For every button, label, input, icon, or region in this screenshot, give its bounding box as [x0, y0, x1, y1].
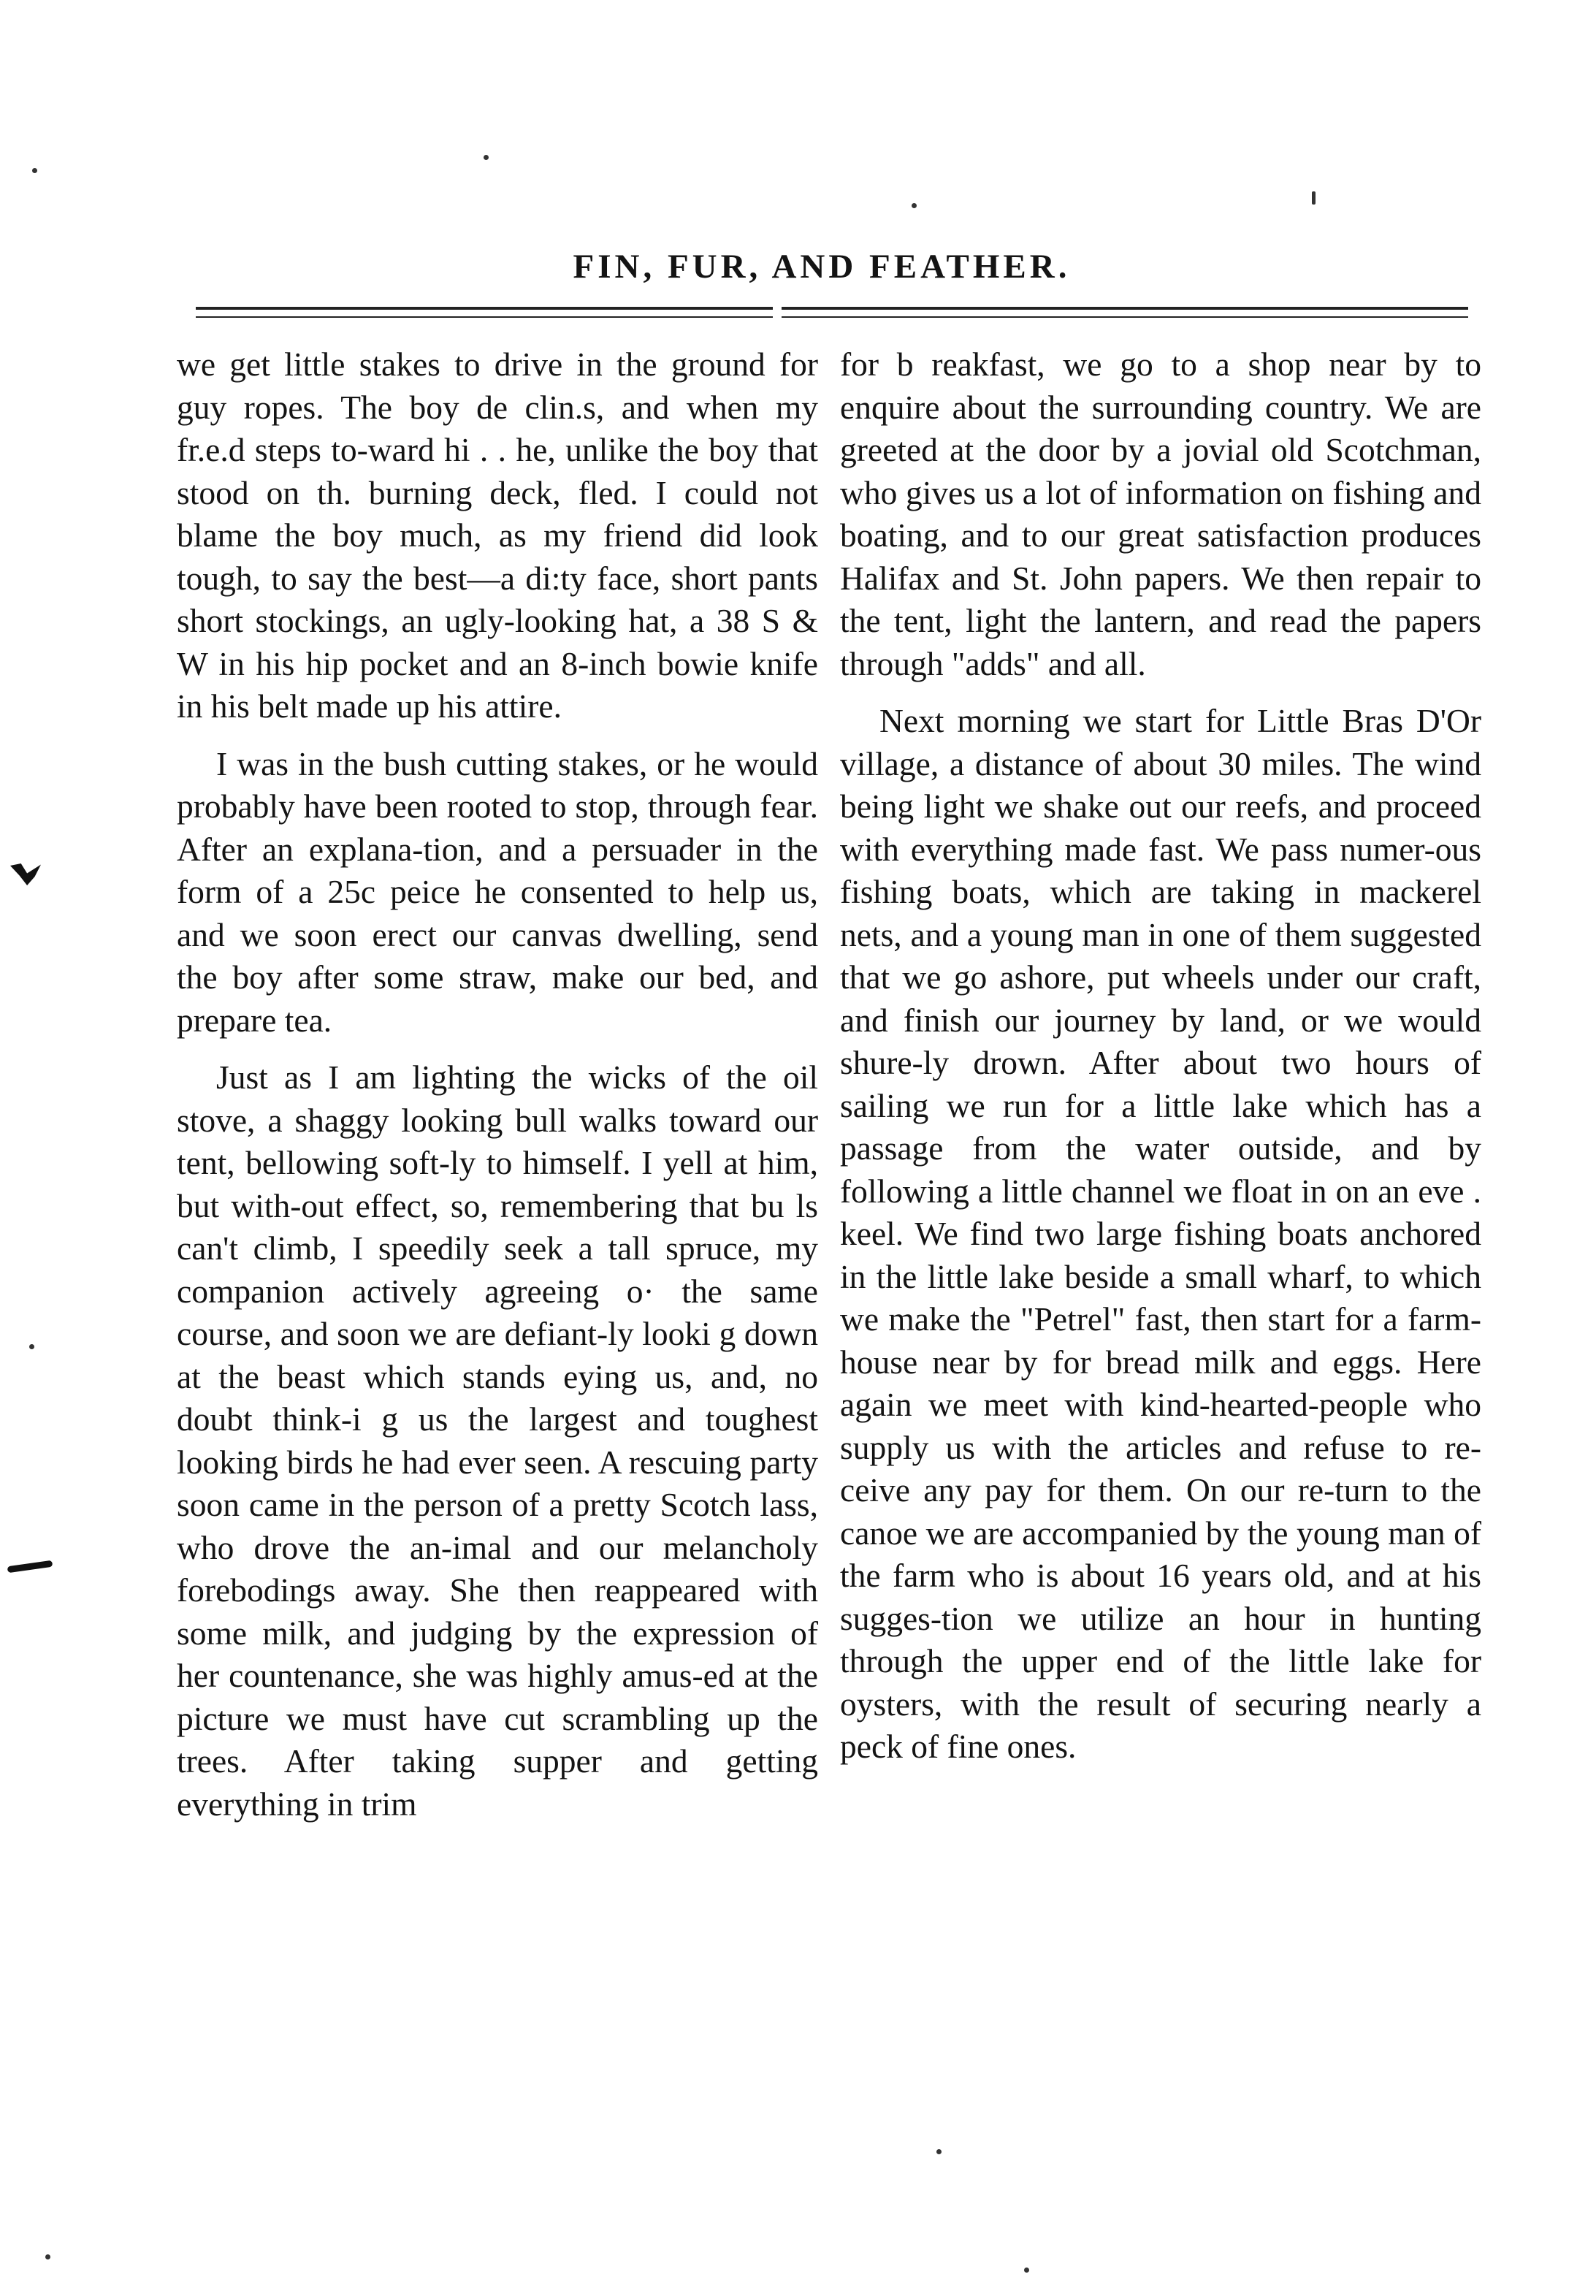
- right-paragraph-2: Next morning we start for Little Bras D'Or village, a distance of about 30 miles. The wind being light we shake out our reefs, and proceed with everything made fast. We pass numer-ous fishing boats, which are taking in mackerel nets, and a young man in one of them suggested that we go ashore, put wheels under our craft, and finish our journey by land, or we would shure-ly drown. After about two hours of sailing we run for a little lake which has a passage from the water outside, and by following a little channel we float in on an eve . keel. We find two large fishing boats anchored in the little lake beside a small wharf, to which we make the "Petrel" fast, then start for a farm-house near by for bread milk and eggs. Here again we meet with kind-hearted-people who supply us with the articles and refuse to re-ceive any pay for them. On our re-turn to the canoe we are accompanied by the young man of the farm who is about 16 years old, and at his sugges-tion we utilize an hour in hunting through the upper end of the little lake for oysters, with the result of securing nearly a peck of fine ones.: [840, 702, 1481, 1765]
- right-paragraph-1: for b reakfast, we go to a shop near by to enquire about the surrounding country. We are greeted at the door by a jovial old Scotchman, who gives us a lot of information on fishing and boating, and to our great satisfaction produces Halifax and St. John papers. We then repair to the tent, light the lantern, and read the papers through "adds" and all.: [840, 346, 1481, 682]
- left-paragraph-1: we get little stakes to drive in the ground for guy ropes. The boy de clin.s, and when my fr.e.d steps to-ward hi . . he, unlike the boy that stood on th. burning deck, fled. I could not blame the boy much, as my friend did look tough, to say the best—a di:ty face, short pants short stockings, an ugly-looking hat, a 38 S & W in his hip pocket and an 8-inch bowie knife in his belt made up his attire.: [177, 346, 818, 725]
- margin-dot-6-icon: [936, 2149, 942, 2154]
- left-column: [177, 343, 818, 1840]
- running-head: FIN, FUR, AND FEATHER.: [573, 248, 1071, 286]
- margin-dot-8-icon: [45, 2254, 50, 2259]
- margin-ink-stroke-icon: [7, 1560, 53, 1574]
- margin-dot-4-icon: [32, 168, 37, 173]
- margin-dot-7-icon: [1024, 2268, 1029, 2273]
- margin-dot-3-icon: [1312, 191, 1316, 205]
- margin-ink-blot-icon: [10, 863, 41, 885]
- header-rule-top-left: [196, 307, 773, 310]
- header-rule-bottom-right: [782, 316, 1468, 318]
- header-rule-bottom-left: [196, 316, 773, 318]
- margin-dot-2-icon: [912, 203, 917, 208]
- right-column: [840, 343, 1481, 1783]
- left-paragraph-3: Just as I am lighting the wicks of the oil stove, a shaggy looking bull walks toward our tent, bellowing soft-ly to himself. I yell at him, but with-out effect, so, remembering that bu ls can't climb, I speedily seek a tall spruce, my companion actively agreeing o· the same course, and soon we are defiant-ly looki g down at the beast which stands eying us, and, no doubt think-i g us the largest and toughest looking birds he had ever seen. A rescuing party soon came in the person of a pretty Scotch lass, who drove the an-imal and our melancholy forebodings away. She then reappeared with some milk, and judging by the expression of her countenance, she was highly amus-ed at the picture we must have cut scrambling up the trees. After taking supper and getting everything in trim: [177, 1059, 818, 1823]
- margin-dot-5-icon: [29, 1344, 34, 1349]
- header-rule-top-right: [782, 307, 1468, 310]
- margin-dot-1-icon: [484, 155, 489, 160]
- left-paragraph-2: I was in the bush cutting stakes, or he would probably have been rooted to stop, through fear. After an explana-tion, and a persuader in the form of a 25c peice he consented to help us, and we soon erect our canvas dwelling, send the boy after some straw, make our bed, and prepare tea.: [177, 744, 818, 1039]
